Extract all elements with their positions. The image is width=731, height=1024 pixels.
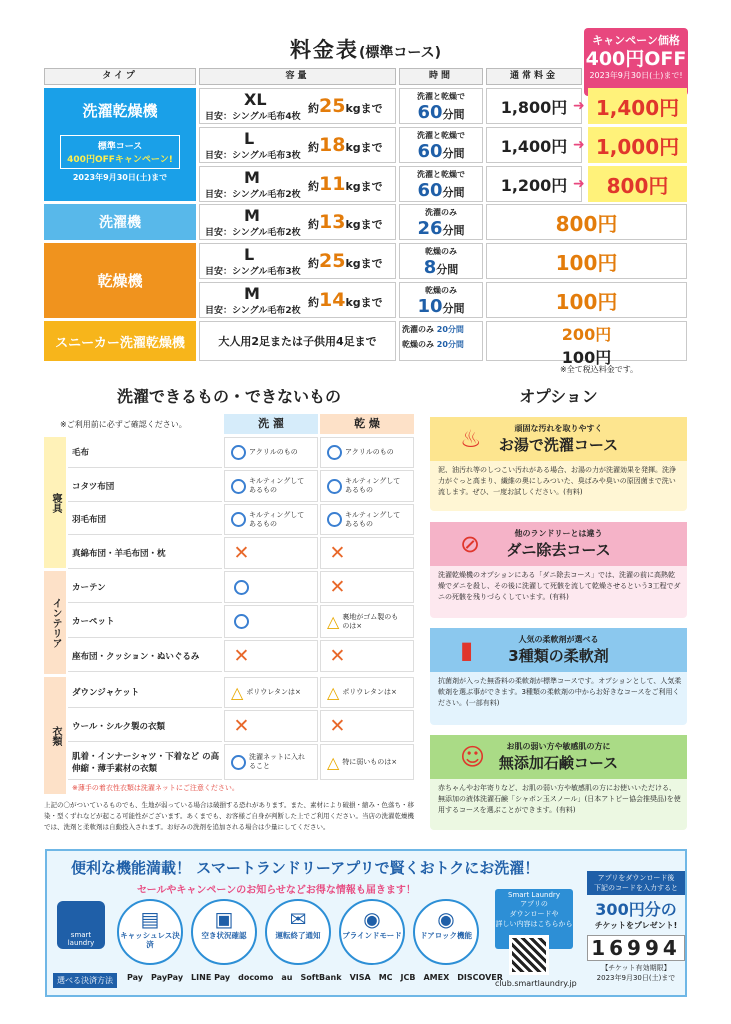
price-cell: 100円 [486, 282, 687, 318]
minutes: 26 [417, 218, 443, 239]
size: M [244, 284, 260, 303]
dry-mark [320, 437, 414, 468]
campaign-note [60, 135, 180, 169]
minutes-unit: 分間 [442, 108, 465, 121]
minutes: 60 [417, 180, 443, 201]
blanket-guide: 目安：シングル毛布2枚 [205, 228, 301, 238]
payment-logo: VISA [349, 973, 371, 982]
mite-icon: ⊘ [460, 530, 481, 558]
arrow-right-icon: ➜ [573, 176, 585, 192]
app-title: 便利な機能満載！ スマートランドリーアプリで賢くおトクにお洗濯！ [71, 859, 540, 877]
kg-value: 13 [319, 211, 346, 233]
feature-item [191, 899, 257, 965]
circle-icon [327, 445, 342, 460]
sneaker-dry-time: 20分間 [436, 340, 464, 349]
kg-suffix: kgまで [345, 141, 383, 154]
payment-label: 選べる決済方法 [53, 973, 117, 988]
note-line: 400円OFFキャンペーン! [67, 155, 173, 165]
bottle-icon: ▮ [460, 636, 474, 664]
type-washer: 洗濯機 [44, 204, 196, 240]
feature-item [339, 899, 405, 965]
header-type: タイプ [44, 68, 196, 85]
option-header [430, 628, 687, 672]
feature-label: 運転終了通知 [275, 931, 321, 940]
item-name: ウール・シルク製の衣類 [68, 710, 222, 742]
dry-mark [320, 605, 414, 638]
time-value [400, 141, 482, 162]
size: L [244, 245, 255, 264]
ticket-line: 下記のコードを入力すると [594, 884, 678, 892]
time-cell [399, 243, 483, 279]
payment-logo: Pay [127, 973, 144, 982]
item-name: ダウンジャケット [68, 677, 222, 708]
cross-icon: ✕ [329, 645, 346, 667]
time-cell [399, 204, 483, 240]
kg-suffix: kgまで [345, 296, 383, 309]
capacity-cell [199, 88, 396, 124]
cross-icon: ✕ [329, 542, 346, 564]
time-value [400, 296, 482, 317]
col-wash: 洗 濯 [224, 414, 318, 434]
item-name: 毛布 [68, 437, 222, 468]
sneaker-wash-label: 洗濯のみ [402, 325, 434, 334]
note-line: 標準コース [97, 142, 143, 152]
kg-prefix: 約 [308, 141, 319, 154]
campaign-badge [584, 28, 688, 96]
kg-prefix: 約 [308, 218, 319, 231]
kg-prefix: 約 [308, 180, 319, 193]
triangle-icon: △ [327, 683, 340, 702]
capacity-cell [199, 166, 396, 202]
header-time: 時間 [399, 68, 483, 85]
blanket-guide: 目安：シングル毛布4枚 [205, 112, 301, 122]
sneaker-capacity: 大人用2足または子供用4足まで [199, 321, 396, 361]
header-price: 通常料金 [486, 68, 582, 85]
expiry-label: 【チケット有効期限】 [601, 964, 671, 972]
kg-value: 11 [319, 173, 346, 195]
circle-icon [234, 580, 249, 595]
lock-icon: ◉ [437, 907, 455, 931]
ticket-desc [587, 871, 685, 895]
minutes: 60 [417, 141, 443, 162]
sneaker-price [486, 321, 687, 367]
sneaker-price-dry: 100円 [561, 348, 612, 367]
kg-prefix: 約 [308, 257, 319, 270]
qr-line: Smart Laundry [508, 891, 560, 899]
triangle-icon: △ [231, 683, 244, 702]
washer-icon: ◉ [363, 907, 381, 931]
payment-logo: SoftBank [300, 973, 342, 982]
size: M [244, 168, 260, 187]
item-name: コタツ布団 [68, 470, 222, 502]
dry-mark [320, 640, 414, 672]
feature-item [413, 899, 479, 965]
campaign-label: キャンペーン価格 [592, 34, 680, 47]
option-title: ダニ除去コース [506, 541, 611, 559]
price-cell: 800円 [486, 204, 687, 240]
wash-mark [224, 437, 318, 468]
feature-item [117, 899, 183, 965]
option-desc: 洗濯乾燥機のオプションにある「ダニ除去コース」では、洗濯の前に高熱乾燥でダニを殺し、その後に洗濯して死骸を流して乾燥させるという3工程でダニの死骸を残りづらくしています。(有料) [438, 571, 681, 601]
page-title: 料金表(標準コース) [289, 38, 442, 62]
hot-water-icon: ♨ [460, 425, 482, 453]
time-label: 乾燥のみ [425, 286, 457, 295]
feature-label: 空き状況確認 [201, 931, 247, 940]
ticket-code: 16994 [587, 935, 685, 961]
payment-logo: PayPay [151, 973, 184, 982]
circle-icon [231, 445, 246, 460]
dry-mark [320, 504, 414, 535]
type-washdry-label: 洗濯乾燥機 [82, 102, 158, 120]
normal-price: 1,400円 [486, 127, 582, 163]
option-title: 3種類の柔軟剤 [508, 647, 609, 665]
sneaker-dry-label: 乾燥のみ [402, 340, 434, 349]
option-subtitle: 人気の柔軟剤が選べる [518, 635, 599, 644]
payment-logo: au [281, 973, 293, 982]
condition-note: キルティングしてあるもの [249, 510, 305, 528]
cat-bedding: 寝具 [44, 437, 66, 568]
kg-limit [308, 173, 383, 195]
blanket-guide: 目安：シングル毛布2枚 [205, 190, 301, 200]
sneaker-time [399, 321, 483, 361]
sneaker-wash-time: 20分間 [436, 325, 464, 334]
time-label: 洗濯と乾燥で [417, 92, 465, 101]
condition-note: キルティングしてあるもの [249, 477, 305, 494]
time-label: 洗濯と乾燥で [417, 131, 465, 140]
sale-price: 1,400円 [588, 88, 687, 124]
blanket-guide: 目安：シングル毛布2枚 [205, 306, 301, 316]
minutes: 60 [417, 102, 443, 123]
time-label: 洗濯のみ [425, 208, 457, 217]
circle-icon [231, 755, 246, 770]
time-cell [399, 166, 483, 202]
kg-suffix: kgまで [345, 180, 383, 193]
condition-note: アクリルのもの [345, 448, 394, 456]
kg-prefix: 約 [308, 102, 319, 115]
minutes-unit: 分間 [442, 302, 465, 315]
minutes-unit: 分間 [442, 147, 465, 160]
ticket-amount: 300円分の [595, 900, 677, 919]
smart-laundry-logo: smart laundry [57, 901, 105, 949]
option-header [430, 735, 687, 779]
capacity-cell [199, 243, 396, 279]
triangle-icon: △ [327, 612, 340, 631]
type-sneaker: スニーカー洗濯乾燥機 [44, 321, 196, 361]
time-cell [399, 88, 483, 124]
option-subtitle: 頑固な汚れを取りやすく [514, 424, 603, 433]
option-subtitle: 他のランドリーとは違う [514, 529, 603, 538]
wash-mark [224, 640, 318, 672]
kg-suffix: kgまで [345, 257, 383, 270]
option-card [430, 417, 687, 511]
item-name: 肌着・インナーシャツ・下着など の高伸縮・薄手素材の衣類 [68, 744, 222, 780]
time-value [400, 218, 482, 239]
feature-label: ドアロック機能 [419, 931, 473, 940]
time-value [400, 102, 482, 123]
minutes-unit: 分間 [442, 186, 465, 199]
size: L [244, 129, 255, 148]
condition-note: アクリルのもの [249, 448, 298, 456]
app-banner [45, 849, 687, 997]
wash-mark [224, 605, 318, 638]
cross-icon: ✕ [329, 576, 346, 598]
cross-icon: ✕ [233, 542, 250, 564]
kg-limit [308, 134, 383, 156]
option-title: お湯で洗濯コース [498, 436, 619, 454]
feature-label: キャッシュレス決済 [120, 931, 180, 949]
arrow-right-icon: ➜ [573, 137, 585, 153]
size: XL [244, 90, 267, 109]
circle-icon [327, 479, 342, 494]
circle-icon [234, 614, 249, 629]
option-desc: 泥、油汚れ等のしつこい汚れがある場合、お湯の力が洗濯効果を発揮。洗浄力がぐっと高まり、繊維の奥にしみついた、臭ばみや臭いの原因菌まで洗い流します。ぜひ、一度お試しください。(有料) [438, 466, 676, 496]
capacity-cell [199, 282, 396, 318]
wash-mark [224, 470, 318, 502]
type-dryer: 乾燥機 [44, 243, 196, 318]
app-subtitle: セールやキャンペーンのお知らせなどお得な情報も届きます！ [137, 885, 416, 896]
sale-price: 800円 [588, 166, 687, 202]
dry-mark [320, 470, 414, 502]
item-name: 羽毛布団 [68, 504, 222, 535]
condition-note: 裏地がゴム製のものは× [342, 612, 399, 630]
option-desc: 赤ちゃんやお年寄りなど、お肌の弱い方や敏感肌の方にお使いいただける、無添加の液体洗濯石鹸「シャボン玉スノール」(日本アトピー協会推奨品)を使用するコースを選ぶことができます。(有料) [438, 784, 681, 814]
dry-mark [320, 744, 414, 780]
qr-line: 詳しい内容はこちらから [495, 920, 573, 928]
kg-limit [308, 289, 383, 311]
kg-suffix: kgまで [345, 102, 383, 115]
kg-suffix: kgまで [345, 218, 383, 231]
payment-logos [127, 973, 503, 982]
cross-icon: ✕ [233, 645, 250, 667]
wash-mark [224, 744, 318, 780]
sale-price: 1,000円 [588, 127, 687, 163]
kg-value: 25 [319, 250, 346, 272]
item-name: カーテン [68, 571, 222, 603]
triangle-icon: △ [327, 752, 340, 772]
blanket-guide: 目安：シングル毛布3枚 [205, 267, 301, 277]
payment-logo: LINE Pay [191, 973, 231, 982]
kg-value: 14 [319, 289, 346, 311]
col-dry: 乾 燥 [320, 414, 414, 434]
washable-title: 洗濯できるもの・できないもの [116, 387, 341, 406]
payment-logo: JCB [400, 973, 416, 982]
cross-icon: ✕ [233, 715, 250, 737]
time-cell [399, 282, 483, 318]
kg-limit [308, 250, 383, 272]
minutes: 8 [423, 257, 437, 278]
price-cell: 100円 [486, 243, 687, 279]
option-card [430, 522, 687, 618]
item-name: カーペット [68, 605, 222, 638]
payment-logo: AMEX [423, 973, 450, 982]
circle-icon [231, 512, 246, 527]
app-url[interactable]: club.smartlaundry.jp [495, 979, 577, 988]
payment-logo: docomo [238, 973, 274, 982]
feature-label: ブラインドモード [342, 931, 402, 940]
kg-limit [308, 211, 383, 233]
dry-mark [320, 571, 414, 603]
dry-mark [320, 677, 414, 708]
type-washdry [44, 88, 196, 201]
payment-logo: MC [378, 973, 393, 982]
time-value [400, 257, 482, 278]
cat-interior: インテリア [44, 571, 66, 674]
condition-note: 洗濯ネットに入れること [249, 753, 305, 770]
wash-mark [224, 710, 318, 742]
wash-mark [224, 537, 318, 569]
baby-icon: ☺ [460, 743, 486, 771]
minutes-unit: 分間 [442, 224, 465, 237]
washable-note: ※ご利用前に必ずご確認ください。 [60, 420, 187, 429]
campaign-date: 2023年9月30日(土)まで! [589, 71, 683, 80]
option-header [430, 417, 687, 461]
option-card [430, 628, 687, 725]
option-card [430, 735, 687, 830]
tax-note: ※全て税込料金です。 [560, 365, 639, 374]
wash-mark [224, 504, 318, 535]
item-name: 真綿布団・羊毛布団・枕 [68, 537, 222, 569]
option-desc: 抗菌剤が入った無香料の柔軟剤が標準コースです。オプションとして、人気柔軟剤を選ぶ事ができます。3種類の柔軟剤の中からお好きなコースをご利用ください。(一部有料) [438, 677, 682, 707]
bell-icon: ✉ [289, 907, 307, 931]
campaign-discount: 400円OFF [585, 48, 687, 70]
kg-value: 18 [319, 134, 346, 156]
condition-note: キルティングしてあるもの [345, 510, 401, 528]
qr-code-icon[interactable] [509, 935, 549, 975]
condition-note: キルティングしてあるもの [345, 477, 401, 494]
time-value [400, 180, 482, 201]
cat-clothes: 衣類 [44, 677, 66, 794]
feature-item [265, 899, 331, 965]
capacity-cell [199, 127, 396, 163]
sneaker-price-wash: 200円 [561, 325, 612, 344]
kg-prefix: 約 [308, 296, 319, 309]
option-title: 無添加石鹸コース [498, 754, 619, 772]
circle-icon [327, 512, 342, 527]
wash-mark [224, 571, 318, 603]
options-title: オプション [519, 387, 598, 406]
blanket-guide: 目安：シングル毛布3枚 [205, 151, 301, 161]
normal-price: 1,800円 [486, 88, 582, 124]
arrow-right-icon: ➜ [573, 98, 585, 114]
card-icon: ▤ [140, 907, 160, 931]
condition-note: ポリウレタンは× [246, 688, 301, 696]
time-label: 乾燥のみ [425, 247, 457, 256]
wash-mark [224, 677, 318, 708]
minutes: 10 [417, 296, 443, 317]
ticket-promo [587, 871, 685, 995]
circle-icon [231, 479, 246, 494]
kg-value: 25 [319, 95, 346, 117]
note-date: 2023年9月30日(土)まで [72, 173, 168, 182]
header-capacity: 容量 [199, 68, 396, 85]
expiry-date: 2023年9月30日(土)まで [596, 974, 676, 982]
payment-logo: DISCOVER [457, 973, 503, 982]
capacity-cell [199, 204, 396, 240]
time-cell [399, 127, 483, 163]
ticket-line: アプリをダウンロード後 [597, 874, 675, 882]
condition-note: ポリウレタンは× [342, 688, 397, 696]
normal-price: 1,200円 [486, 166, 582, 202]
ticket-present: チケットをプレゼント! [594, 921, 678, 930]
option-header [430, 522, 687, 566]
qr-line: ダウンロードや [509, 910, 559, 918]
dry-mark [320, 710, 414, 742]
dry-mark [320, 537, 414, 569]
cross-icon: ✕ [329, 715, 346, 737]
minutes-unit: 分間 [436, 263, 459, 276]
phone-icon: ▣ [214, 907, 234, 931]
washable-footnote: 上記の〇がついているものでも、生地が弱っている場合は破損する恐れがあります。また、素材により破損・縮み・色落ち・移染・型くずれなどが起こる可能性がございます。あくまでも、お客様ご自身が判断した上でご利用ください。当店の洗濯乾燥機では、洗剤と柔軟剤は自動投入されます。お好みの洗剤を追加される場合は少量にしてください。 [44, 801, 414, 831]
option-subtitle: お肌の弱い方や敏感肌の方に [506, 742, 611, 751]
kg-limit [308, 95, 383, 117]
size: M [244, 206, 260, 225]
time-label: 洗濯と乾燥で [417, 170, 465, 179]
warn-note: ※薄手の着衣性衣類は洗濯ネットにご注意ください。 [72, 784, 239, 792]
condition-note: 特に弱いものは× [342, 757, 398, 766]
item-name: 座布団・クッション・ぬいぐるみ [68, 640, 222, 672]
qr-line: アプリの [520, 900, 548, 908]
